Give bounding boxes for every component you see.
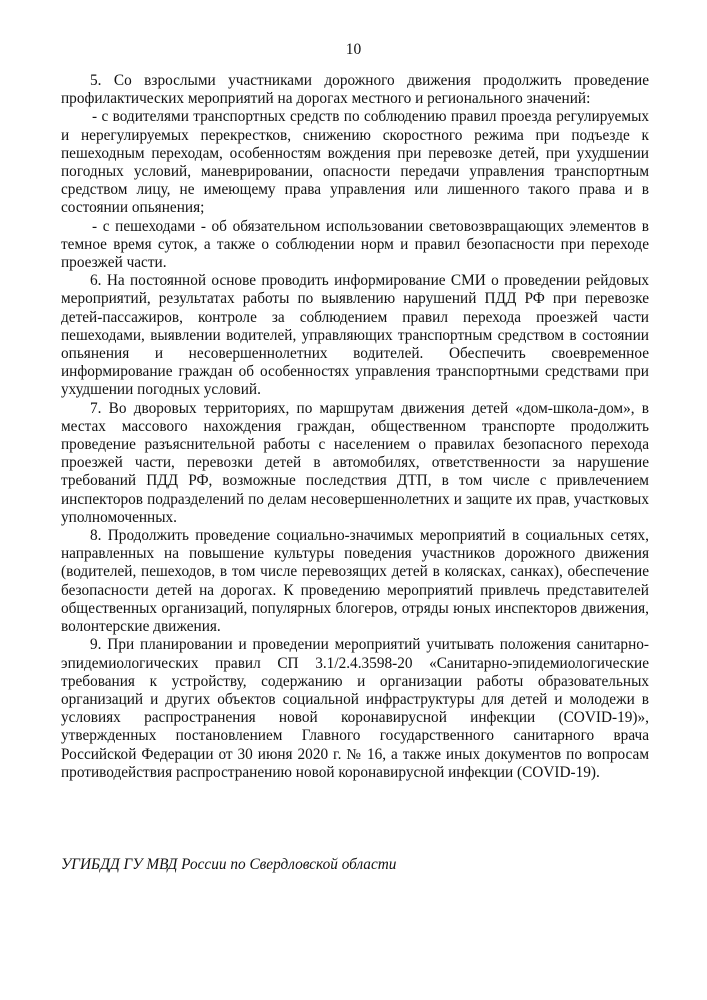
paragraph-item-6: 6. На постоянной основе проводить информирование СМИ о проведении рейдовых мероприятий, результатах работы по выявлению нарушений ПДД РФ при перевозке детей-пассажиров, контроле за соблюдением правил перехода проезжей части пешеходами, выявлении водителей, управляющих транспортным средством в состоянии опьянения и несовершеннолетних водителей. Обеспечить своевременное информирование граждан об особенностях управления транспортными средствами при ухудшении погодных условий.: [61, 272, 649, 399]
document-body: [61, 72, 649, 782]
paragraph-item-8: 8. Продолжить проведение социально-значимых мероприятий в социальных сетях, направленных на повышение культуры поведения участников дорожного движения (водителей, пешеходов, в том числе перевозящих детей в колясках, санках), обеспечение безопасности детей на дорогах. К проведению мероприятий привлечь представителей общественных организаций, популярных блогеров, отряды юных инспекторов движения, волонтерские движения.: [61, 527, 649, 636]
paragraph-item-5: 5. Со взрослыми участниками дорожного движения продолжить проведение профилактических мероприятий на дорогах местного и регионального значений:: [61, 72, 649, 108]
paragraph-item-9: 9. При планировании и проведении мероприятий учитывать положения санитарно-эпидемиологических правил СП 3.1/2.4.3598-20 «Санитарно-эпидемиологические требования к устройству, содержанию и организации работы образовательных организаций и других объектов социальной инфраструктуры для детей и молодежи в условиях распространения новой коронавирусной инфекции (COVID-19)», утвержденных постановлением Главного государственного санитарного врача Российской Федерации от 30 июня 2020 г. № 16, а также иных документов по вопросам противодействия распространению новой коронавирусной инфекции (COVID-19).: [61, 636, 649, 781]
paragraph-pedestrians-subitem: - с пешеходами - об обязательном использовании световозвращающих элементов в темное время суток, а также о соблюдении норм и правил безопасности при переходе проезжей части.: [61, 217, 649, 272]
signature-organization: УГИБДД ГУ МВД России по Свердловской области: [61, 856, 397, 873]
page-number: 10: [345, 41, 362, 58]
paragraph-drivers-subitem: - с водителями транспортных средств по соблюдению правил проезда регулируемых и нерегулируемых перекрестков, снижению скоростного режима при подъезде к пешеходным переходам, особенностям вождения при перевозке детей, при ухудшении погодных условий, маневрировании, опасности передачи управления транспортным средством лицу, не имеющему права управления или лишенного такого права и в состоянии опьянения;: [61, 108, 649, 217]
paragraph-item-7: 7. Во дворовых территориях, по маршрутам движения детей «дом-школа-дом», в местах массового нахождения граждан, общественном транспорте продолжить проведение разъяснительной работы с населением о правилах безопасного перехода проезжей части, перевозки детей в автомобилях, ответственности за нарушение требований ПДД РФ, возможные последствия ДТП, в том числе с привлечением инспекторов подразделений по делам несовершеннолетних и защите их прав, участковых уполномоченных.: [61, 399, 649, 526]
